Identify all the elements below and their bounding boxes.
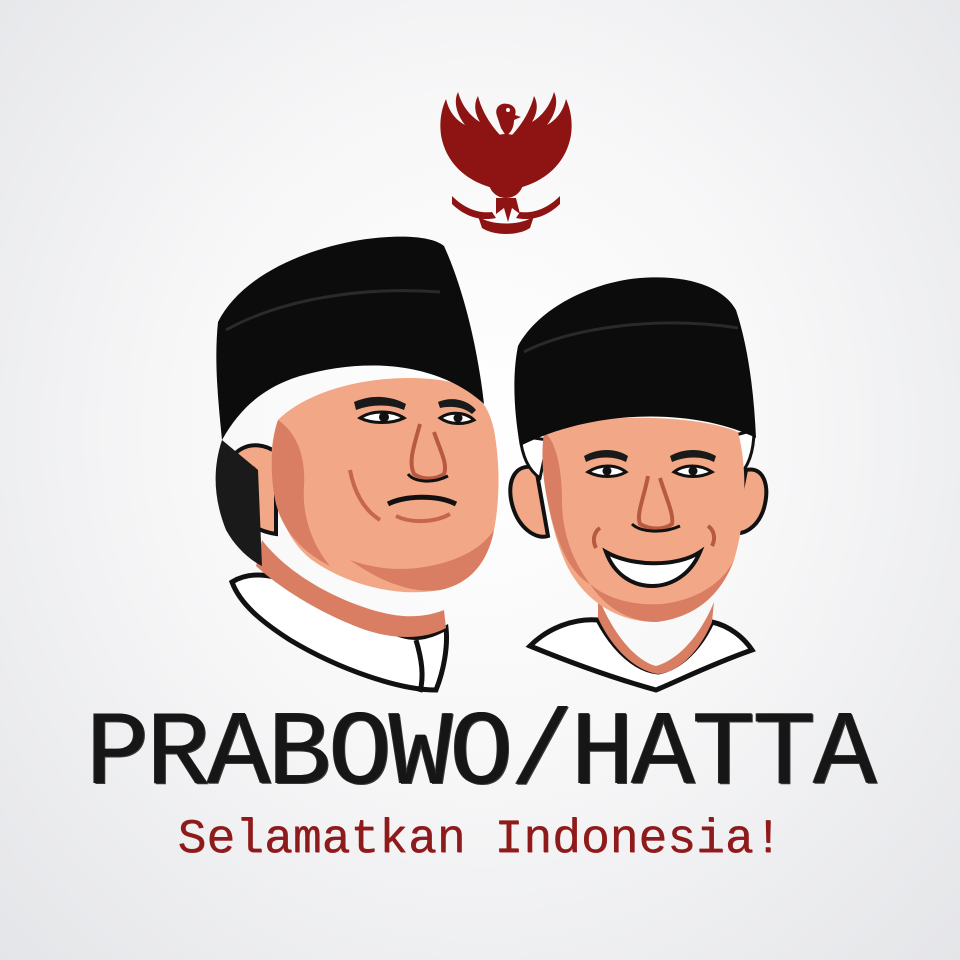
garuda-icon	[440, 92, 571, 234]
tagline-slogan: Selamatkan Indonesia!	[177, 813, 783, 867]
portrait-prabowo	[216, 237, 499, 692]
portrait-hatta	[510, 277, 766, 690]
headline-candidates: PRABOWO/HATTA	[86, 695, 874, 815]
